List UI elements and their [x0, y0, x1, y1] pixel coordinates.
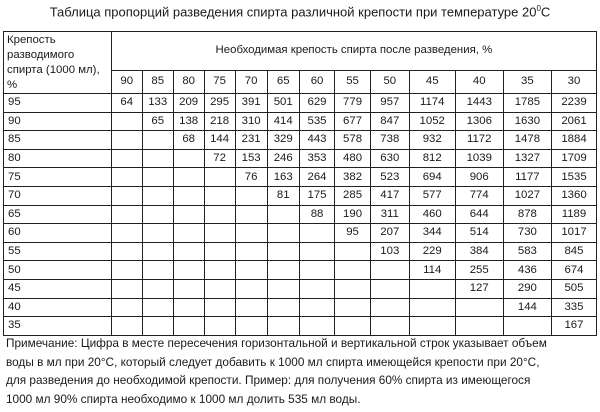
table-cell: [335, 261, 371, 280]
table-cell: 505: [551, 279, 596, 298]
table-cell: 264: [299, 168, 335, 187]
table-cell: 694: [409, 168, 455, 187]
column-header: 75: [204, 70, 235, 93]
table-cell: [409, 298, 455, 317]
table-cell: 1177: [503, 168, 551, 187]
table-cell: 329: [267, 131, 299, 150]
table-cell: [142, 242, 173, 261]
table-cell: [335, 242, 371, 261]
table-cell: 391: [235, 94, 267, 113]
table-cell: [111, 261, 142, 280]
table-row: [4, 168, 597, 187]
table-cell: [235, 186, 267, 205]
table-cell: 578: [335, 131, 371, 150]
table-cell: [335, 317, 371, 336]
row-header: 40: [4, 298, 112, 317]
column-header: 85: [142, 70, 173, 93]
row-header: 80: [4, 149, 112, 168]
table-cell: [142, 261, 173, 280]
table-cell: 501: [267, 94, 299, 113]
table-cell: [111, 112, 142, 131]
table-row: [4, 149, 597, 168]
table-cell: [173, 279, 204, 298]
table-cell: [173, 317, 204, 336]
table-cell: [299, 261, 335, 280]
table-cell: [409, 317, 455, 336]
table-cell: [455, 317, 503, 336]
table-cell: 68: [173, 131, 204, 150]
table-cell: [142, 224, 173, 243]
table-cell: 1443: [455, 94, 503, 113]
column-header: 90: [111, 70, 142, 93]
table-cell: 353: [299, 149, 335, 168]
column-header: 80: [173, 70, 204, 93]
table-cell: 1884: [551, 131, 596, 150]
table-cell: 738: [370, 131, 409, 150]
table-cell: 76: [235, 168, 267, 187]
table-cell: [204, 224, 235, 243]
footnote-line: воды в мл при 20°С, который следует добавить к 1000 мл спирта имеющейся крепости при 20°С,: [6, 354, 540, 369]
table-cell: [235, 205, 267, 224]
table-row: [4, 131, 597, 150]
table-cell: [335, 279, 371, 298]
table-cell: [111, 131, 142, 150]
table-cell: [111, 279, 142, 298]
table-cell: 167: [551, 317, 596, 336]
table-cell: [111, 224, 142, 243]
table-cell: 1785: [503, 94, 551, 113]
table-cell: 1478: [503, 131, 551, 150]
table-cell: 64: [111, 94, 142, 113]
table-cell: 81: [267, 186, 299, 205]
column-group-label: Необходимая крепость спирта после разведения, %: [111, 32, 596, 71]
column-header: 30: [551, 70, 596, 93]
table-cell: 1535: [551, 168, 596, 187]
table-cell: 774: [455, 186, 503, 205]
table-cell: [142, 149, 173, 168]
table-cell: [370, 279, 409, 298]
table-cell: [409, 279, 455, 298]
table-cell: [204, 317, 235, 336]
table-cell: [204, 261, 235, 280]
table-cell: 1630: [503, 112, 551, 131]
footnote: [6, 334, 598, 408]
corner-label: Крепость разводимого спирта (1000 мл), %: [4, 32, 112, 94]
table-cell: 218: [204, 112, 235, 131]
column-header: 55: [335, 70, 371, 93]
table-row: [4, 186, 597, 205]
table-cell: 133: [142, 94, 173, 113]
table-cell: [335, 298, 371, 317]
column-header: 60: [299, 70, 335, 93]
table-cell: 1172: [455, 131, 503, 150]
table-cell: [235, 261, 267, 280]
title-degree: 0: [536, 4, 541, 13]
table-cell: 344: [409, 224, 455, 243]
table-row: [4, 224, 597, 243]
table-cell: [111, 149, 142, 168]
table-cell: 95: [335, 224, 371, 243]
table-cell: 1360: [551, 186, 596, 205]
table-cell: 246: [267, 149, 299, 168]
table-cell: [455, 298, 503, 317]
table-cell: [503, 317, 551, 336]
table-cell: 1174: [409, 94, 455, 113]
table-row: [4, 261, 597, 280]
row-header: 95: [4, 94, 112, 113]
table-cell: [299, 298, 335, 317]
table-cell: 290: [503, 279, 551, 298]
table-row: [4, 112, 597, 131]
table-cell: 1039: [455, 149, 503, 168]
table-cell: [267, 261, 299, 280]
table-cell: 311: [370, 205, 409, 224]
page-title: [0, 4, 600, 19]
table-cell: [111, 298, 142, 317]
table-cell: 932: [409, 131, 455, 150]
table-cell: 878: [503, 205, 551, 224]
table-cell: 1327: [503, 149, 551, 168]
table-cell: 295: [204, 94, 235, 113]
dilution-table: [3, 31, 597, 336]
table-cell: 417: [370, 186, 409, 205]
column-header: 45: [409, 70, 455, 93]
table-cell: [142, 298, 173, 317]
table-cell: 1189: [551, 205, 596, 224]
table-cell: 847: [370, 112, 409, 131]
table-cell: 443: [299, 131, 335, 150]
column-header: 40: [455, 70, 503, 93]
table-row: [4, 205, 597, 224]
table-cell: [267, 242, 299, 261]
table-cell: 845: [551, 242, 596, 261]
table-cell: 577: [409, 186, 455, 205]
table-cell: 153: [235, 149, 267, 168]
table-row: [4, 94, 597, 113]
table-cell: [111, 317, 142, 336]
table-body: [4, 32, 597, 336]
table-cell: 88: [299, 205, 335, 224]
table-cell: [173, 149, 204, 168]
table-cell: [267, 298, 299, 317]
column-header: 50: [370, 70, 409, 93]
table-cell: 2061: [551, 112, 596, 131]
table-cell: 674: [551, 261, 596, 280]
table-cell: [204, 242, 235, 261]
table-cell: 65: [142, 112, 173, 131]
table-cell: 209: [173, 94, 204, 113]
table-cell: 583: [503, 242, 551, 261]
table-cell: [235, 298, 267, 317]
table-cell: 460: [409, 205, 455, 224]
table-cell: 906: [455, 168, 503, 187]
table-cell: 207: [370, 224, 409, 243]
table-cell: [111, 186, 142, 205]
table-cell: [142, 168, 173, 187]
table-cell: 1017: [551, 224, 596, 243]
title-unit: C: [540, 4, 551, 20]
table-cell: [267, 224, 299, 243]
table-cell: 1306: [455, 112, 503, 131]
table-cell: [173, 224, 204, 243]
table-cell: 229: [409, 242, 455, 261]
table-cell: [299, 242, 335, 261]
table-cell: [204, 279, 235, 298]
column-header: 65: [267, 70, 299, 93]
row-header: 85: [4, 131, 112, 150]
table-cell: 231: [235, 131, 267, 150]
row-header: 75: [4, 168, 112, 187]
table-cell: [267, 279, 299, 298]
table-cell: [299, 279, 335, 298]
row-header: 35: [4, 317, 112, 336]
table-cell: 144: [503, 298, 551, 317]
table-cell: [235, 242, 267, 261]
row-header: 60: [4, 224, 112, 243]
title-text: Таблица пропорций разведения спирта различной крепости при температуре 20: [49, 4, 537, 20]
table-cell: [235, 279, 267, 298]
table-cell: 163: [267, 168, 299, 187]
table-cell: [267, 205, 299, 224]
table-row: [4, 317, 597, 336]
table-row: [4, 242, 597, 261]
row-header: 65: [4, 205, 112, 224]
table-cell: 2239: [551, 94, 596, 113]
table-row: [4, 298, 597, 317]
row-header: 90: [4, 112, 112, 131]
table-cell: [204, 298, 235, 317]
table-row: [4, 279, 597, 298]
table-cell: [173, 242, 204, 261]
table-cell: 730: [503, 224, 551, 243]
table-cell: [111, 205, 142, 224]
table-cell: [142, 131, 173, 150]
table-cell: 255: [455, 261, 503, 280]
table-cell: 480: [335, 149, 371, 168]
table-cell: [370, 261, 409, 280]
table-cell: [267, 317, 299, 336]
table-cell: 436: [503, 261, 551, 280]
table-cell: [204, 205, 235, 224]
table-cell: 514: [455, 224, 503, 243]
table-cell: 523: [370, 168, 409, 187]
table-cell: 779: [335, 94, 371, 113]
table-cell: [299, 317, 335, 336]
footnote-line: Примечание: Цифра в месте пересечения горизонтальной и вертикальной строк указывает объем: [6, 336, 547, 350]
table-cell: 1027: [503, 186, 551, 205]
table-cell: [142, 279, 173, 298]
table-cell: 138: [173, 112, 204, 131]
table-cell: [204, 186, 235, 205]
table-cell: 127: [455, 279, 503, 298]
table-cell: [173, 261, 204, 280]
table-cell: [173, 298, 204, 317]
header-row-span: [4, 32, 597, 71]
table-cell: 812: [409, 149, 455, 168]
table-cell: [204, 168, 235, 187]
column-header: 70: [235, 70, 267, 93]
table-cell: [370, 317, 409, 336]
table-cell: [173, 186, 204, 205]
table-cell: [299, 224, 335, 243]
table-cell: 285: [335, 186, 371, 205]
table-cell: 1052: [409, 112, 455, 131]
table-cell: 957: [370, 94, 409, 113]
table-cell: 72: [204, 149, 235, 168]
row-header: 50: [4, 261, 112, 280]
table-cell: 190: [335, 205, 371, 224]
table-cell: 384: [455, 242, 503, 261]
row-header: 45: [4, 279, 112, 298]
table-cell: [111, 242, 142, 261]
table-cell: 103: [370, 242, 409, 261]
table-cell: 114: [409, 261, 455, 280]
table-cell: 335: [551, 298, 596, 317]
table-cell: 1709: [551, 149, 596, 168]
table-cell: [142, 186, 173, 205]
table-cell: [173, 168, 204, 187]
table-cell: 175: [299, 186, 335, 205]
table-cell: 629: [299, 94, 335, 113]
table-cell: 677: [335, 112, 371, 131]
footnote-line: для разведения до необходимой крепости. Пример: для получения 60% спирта из имеющегося: [6, 373, 531, 387]
table-cell: [111, 168, 142, 187]
table-cell: 310: [235, 112, 267, 131]
table-cell: 382: [335, 168, 371, 187]
row-header: 55: [4, 242, 112, 261]
row-header: 70: [4, 186, 112, 205]
table-cell: [142, 317, 173, 336]
table-cell: 535: [299, 112, 335, 131]
table-cell: [235, 224, 267, 243]
table-cell: 144: [204, 131, 235, 150]
table-cell: 630: [370, 149, 409, 168]
table-cell: [142, 205, 173, 224]
table-cell: 644: [455, 205, 503, 224]
table-cell: [370, 298, 409, 317]
table-cell: [173, 205, 204, 224]
footnote-line: 1000 мл 90% спирта необходимо к 1000 мл долить 535 мл воды.: [6, 391, 361, 406]
table-cell: [235, 317, 267, 336]
table-cell: 414: [267, 112, 299, 131]
column-header: 35: [503, 70, 551, 93]
